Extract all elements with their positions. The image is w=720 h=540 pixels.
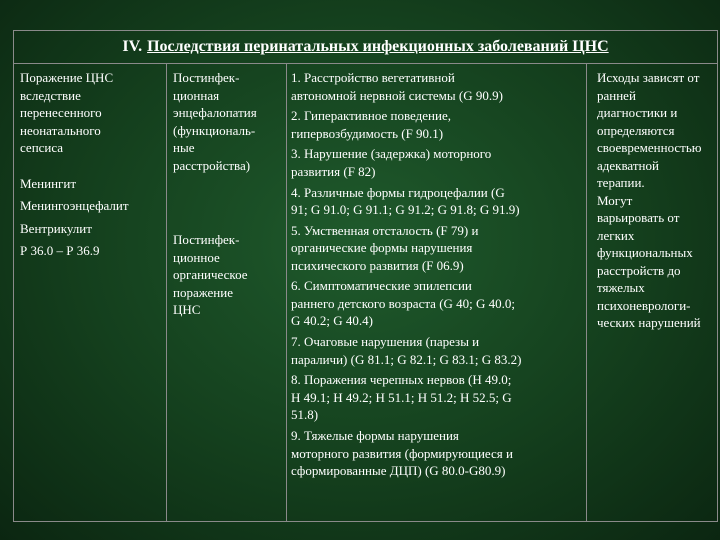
text-line: адекватной xyxy=(597,157,659,173)
text-line: психоневрологи- xyxy=(597,297,691,313)
text-line: перенесенного xyxy=(20,105,102,120)
consequence-item xyxy=(291,69,581,104)
text-line: 9. Тяжелые формы нарушения xyxy=(291,428,459,443)
text-line: ЦНС xyxy=(173,302,201,317)
text-line: органические формы нарушения xyxy=(291,240,473,256)
text-line: варьировать от xyxy=(597,210,680,225)
text-line: 7. Очаговые нарушения (парезы и xyxy=(291,334,480,350)
text-line: ционная xyxy=(173,87,220,103)
consequence-item xyxy=(291,333,581,368)
text-line: 8. Поражения черепных нервов (H 49.0; xyxy=(291,372,512,388)
text-line: ческих нарушений xyxy=(597,315,701,330)
consequence-item xyxy=(291,145,581,180)
text-line: развития (F 82) xyxy=(291,163,376,179)
consequence-item xyxy=(291,277,581,330)
text-line: сепсиса xyxy=(20,140,64,155)
text-line: ранней xyxy=(597,87,636,103)
text-line: расстройства) xyxy=(173,157,251,173)
text-line: ные xyxy=(173,140,195,155)
text-line: 51.8) xyxy=(291,407,319,423)
text-line: своевременностью xyxy=(597,140,702,155)
text-line: автономной нервной системы (G 90.9) xyxy=(291,87,503,103)
consequence-item xyxy=(291,427,581,480)
text-line: органическое xyxy=(173,267,248,282)
diagnosis-code-range: Р 36.0 – Р 36.9 xyxy=(20,243,100,258)
text-line: G 40.2; G 40.4) xyxy=(291,313,373,329)
text-line: параличи) (G 81.1; G 82.1; G 83.1; G 83.2) xyxy=(291,351,522,367)
text-line: терапии. xyxy=(597,175,645,190)
text-line: гипервозбудимость (F 90.1) xyxy=(291,125,444,141)
consequence-item xyxy=(291,107,581,142)
text-line: расстройств до xyxy=(597,262,681,278)
text-line: психического развития (F 06.9) xyxy=(291,257,464,273)
text-line: 2. Гиперактивное поведение, xyxy=(291,108,451,124)
column-consequences xyxy=(287,63,587,521)
lesion-description xyxy=(20,69,161,157)
column-form xyxy=(167,63,287,521)
column-outcomes xyxy=(587,63,719,521)
consequence-item xyxy=(291,371,581,424)
text-line: H 49.1; H 49.2; H 51.1; H 51.2; H 52.5; G xyxy=(291,389,512,405)
column-etiology xyxy=(14,63,167,521)
diagnosis-list xyxy=(20,175,161,260)
text-line: поражение xyxy=(173,284,233,300)
text-line: неонатального xyxy=(20,122,101,138)
text-line: Исходы зависят от xyxy=(597,70,700,85)
text-line: сформированные ДЦП) (G 80.0-G80.9) xyxy=(291,463,506,478)
text-line: 5. Умственная отсталость (F 79) и xyxy=(291,222,479,238)
organic-lesion xyxy=(173,231,281,319)
functional-encephalopathy xyxy=(173,69,281,174)
text-line: раннего детского возраста (G 40; G 40.0; xyxy=(291,295,516,311)
text-line: Могут xyxy=(597,192,633,208)
diagnosis-meningoencephalitis: Менингоэнцефалит xyxy=(20,198,129,213)
consequences-table xyxy=(13,30,718,522)
text-line: Постинфек- xyxy=(173,232,240,247)
text-line: Поражение ЦНС xyxy=(20,70,114,85)
text-line: 6. Симптоматические эпилепсии xyxy=(291,278,472,294)
consequence-item xyxy=(291,222,581,275)
text-line: диагностики и xyxy=(597,105,678,120)
text-line: 4. Различные формы гидроцефалии (G xyxy=(291,184,505,200)
text-line: функциональных xyxy=(597,245,693,260)
diagnosis-ventriculitis: Вентрикулит xyxy=(20,220,92,236)
section-number: IV. xyxy=(122,38,143,55)
text-line: ционное xyxy=(173,249,220,265)
text-line: легких xyxy=(597,227,635,243)
text-line: определяются xyxy=(597,122,675,138)
text-line: моторного развития (формирующиеся и xyxy=(291,445,513,461)
consequence-item xyxy=(291,184,581,219)
text-line: тяжелых xyxy=(597,280,645,295)
text-line: энцефалопатия xyxy=(173,105,257,120)
table-title xyxy=(14,31,717,64)
text-line: 3. Нарушение (задержка) моторного xyxy=(291,146,492,162)
diagnosis-meningitis: Менингит xyxy=(20,175,76,191)
text-line: 1. Расстройство вегетативной xyxy=(291,70,455,85)
text-line: вследствие xyxy=(20,87,81,103)
title-text: Последствия перинатальных инфекционных заболеваний ЦНС xyxy=(147,38,609,55)
text-line: Постинфек- xyxy=(173,70,240,85)
text-line: (функциональ- xyxy=(173,122,256,138)
text-line: 91; G 91.0; G 91.1; G 91.2; G 91.8; G 91.9) xyxy=(291,202,520,218)
